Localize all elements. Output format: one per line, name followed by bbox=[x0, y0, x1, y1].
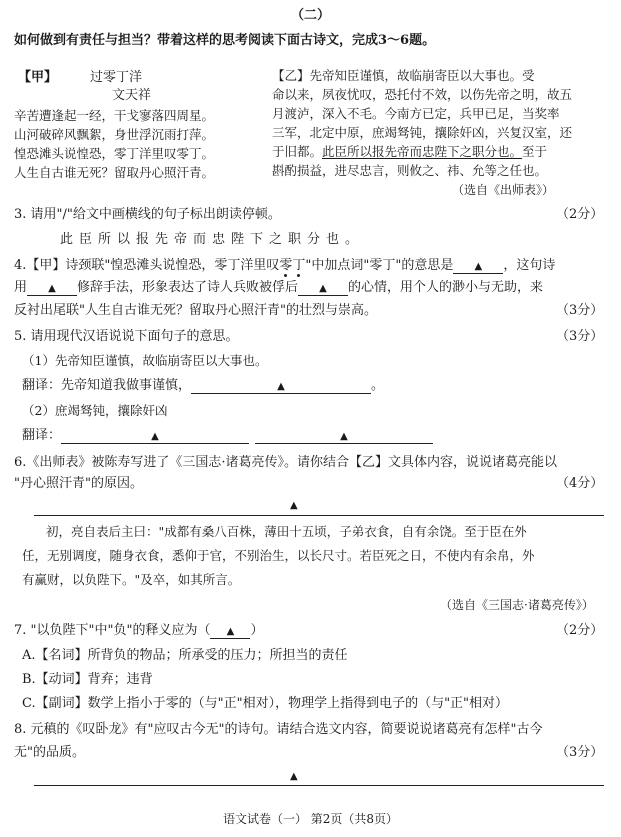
q4-text: 4.【甲】诗颈联"惶恐滩头说惶恐，零丁洋里叹 bbox=[14, 258, 280, 273]
prose-line: 斟酌损益，进尽忠言，则攸之、祎、允等之任也。 bbox=[272, 163, 548, 178]
triangle-marker: ▲ bbox=[151, 431, 159, 442]
q4-line-2 bbox=[14, 280, 543, 296]
poem-line: 惶恐滩头说惶恐，零丁洋里叹零丁。 bbox=[14, 146, 215, 161]
translation-label: 翻译： bbox=[22, 428, 62, 443]
underlined-sentence: 此臣所以报先帝而忠陛下之职分也。 bbox=[322, 144, 523, 159]
passage-line: 任，无别调度，随身衣食，悉仰于官，不别治生，以长尺寸。若臣死之日，不使内有余帛，外 bbox=[22, 548, 535, 563]
answer-line[interactable] bbox=[34, 785, 604, 786]
poem-line: 山河破碎风飘絮，身世浮沉雨打萍。 bbox=[14, 127, 215, 142]
q4-text: 修辞手法，形象表达了诗人兵败被俘后 bbox=[77, 280, 299, 295]
answer-blank[interactable] bbox=[255, 429, 433, 444]
prose-line-start: 于旧都。 bbox=[272, 144, 323, 159]
prose-line: 命以来，夙夜忧叹，恐托付不效，以伤先帝之明，故五 bbox=[272, 87, 573, 102]
passage-line: 初，亮自表后主曰："成都有桑八百株，薄田十五顷，子弟衣食，自有余饶。至于臣在外 bbox=[46, 524, 527, 539]
poem-line: 辛苦遭逢起一经，干戈寥落四周星。 bbox=[14, 108, 215, 123]
passage-line: 有赢财，以负陛下。"及卒，如其所言。 bbox=[22, 572, 241, 587]
q3-score: （2分） bbox=[556, 207, 604, 222]
translation-label: 翻译：先帝知道我做事谨慎， bbox=[22, 378, 192, 393]
dotted-char: 丁 bbox=[292, 258, 306, 273]
poem-author: 文天祥 bbox=[112, 88, 152, 103]
q7-score: （2分） bbox=[556, 623, 604, 638]
poem-tag: 【甲】 bbox=[18, 70, 58, 85]
period: 。 bbox=[371, 378, 385, 393]
triangle-marker: ▲ bbox=[290, 771, 298, 782]
q8-line-2: 无"的品质。 bbox=[14, 745, 85, 760]
q7-option-a[interactable]: A.【名词】所背负的物品；所承受的压力；所担当的责任 bbox=[22, 648, 348, 663]
page-footer: 语文试卷（一） 第2页（共8页） bbox=[222, 812, 399, 826]
q7-option-c[interactable]: C.【副词】数学上指小于零的（与"正"相对），物理学上指得到电子的（与"正"相对） bbox=[22, 696, 509, 711]
q4-text: 用 bbox=[14, 280, 28, 295]
prose-line bbox=[272, 144, 547, 159]
poem-line: 人生自古谁无死？留取丹心照汗青。 bbox=[14, 165, 215, 180]
passage-source: （选自《三国志·诸葛亮传》） bbox=[440, 598, 594, 612]
q5-score: （3分） bbox=[556, 329, 604, 344]
q4-line-1 bbox=[14, 258, 555, 274]
prose-line: 三军，北定中原，庶竭驽钝，攘除奸凶，兴复汉室，还 bbox=[272, 125, 573, 140]
prose-line: 月渡泸，深入不毛。今南方已定，兵甲已足，当奖率 bbox=[272, 106, 560, 121]
q7-text bbox=[14, 623, 263, 639]
answer-blank[interactable] bbox=[27, 281, 77, 296]
q5-text: 5. 请用现代汉语说说下面句子的意思。 bbox=[14, 329, 239, 344]
section-heading: （二） bbox=[290, 8, 330, 23]
q4-text: 的心情，用个人的渺小与无助，来 bbox=[348, 280, 544, 295]
q3-text: 3. 请用"/"给文中画横线的句子标出朗读停顿。 bbox=[14, 207, 281, 222]
q6-line-1: 6.《出师表》被陈寿写进了《三国志·诸葛亮传》。请你结合【乙】文具体内容，说说诸葛亮能以 bbox=[14, 455, 558, 470]
prose-line: 【乙】先帝知臣谨慎，故临崩寄臣以大事也。受 bbox=[272, 68, 535, 83]
q4-text: ，这句诗 bbox=[503, 258, 556, 273]
answer-blank[interactable] bbox=[210, 624, 250, 639]
q5-translation-1 bbox=[22, 378, 384, 394]
dotted-char: 零 bbox=[279, 258, 293, 273]
triangle-marker: ▲ bbox=[48, 283, 56, 294]
triangle-marker: ▲ bbox=[277, 381, 285, 392]
poem-title: 过零丁洋 bbox=[90, 70, 143, 85]
q8-score: （3分） bbox=[556, 745, 604, 760]
triangle-marker: ▲ bbox=[319, 283, 327, 294]
triangle-marker: ▲ bbox=[474, 261, 483, 272]
q3-sentence: 此臣所以报先帝而忠陛下之职分也。 bbox=[60, 232, 365, 247]
q6-line-2: "丹心照汗青"的原因。 bbox=[14, 476, 143, 491]
q7-prompt-end: ） bbox=[250, 623, 264, 638]
prose-line-end: 至于 bbox=[522, 144, 548, 159]
triangle-marker: ▲ bbox=[340, 431, 348, 442]
q7-option-b[interactable]: B.【动词】背弃；违背 bbox=[22, 672, 153, 687]
answer-blank[interactable] bbox=[191, 379, 371, 394]
prose-source: （选自《出师表》） bbox=[452, 183, 555, 197]
answer-line[interactable] bbox=[34, 515, 604, 516]
q7-prompt: 7. "以负陛下"中"负"的释义应为（ bbox=[14, 623, 211, 638]
answer-blank[interactable] bbox=[298, 281, 348, 296]
q4-line-3: 反衬出尾联"人生自古谁无死？留取丹心照汗青"的壮烈与崇高。 bbox=[14, 303, 377, 318]
q4-score: （3分） bbox=[556, 303, 604, 318]
q5-translation-2 bbox=[22, 428, 433, 444]
q4-text: "中加点词"零丁"的意思是 bbox=[305, 258, 454, 273]
answer-blank[interactable] bbox=[453, 259, 503, 274]
q5-sub-1: （1）先帝知臣谨慎，故临崩寄臣以大事也。 bbox=[22, 353, 268, 368]
intro-instruction: 如何做到有责任与担当？带着这样的思考阅读下面古诗文，完成3～6题。 bbox=[14, 33, 436, 48]
answer-blank[interactable] bbox=[61, 429, 249, 444]
triangle-marker: ▲ bbox=[226, 626, 235, 637]
q6-score: （4分） bbox=[556, 476, 604, 491]
q5-sub-2: （2）庶竭驽钝，攘除奸凶 bbox=[22, 403, 168, 418]
triangle-marker: ▲ bbox=[290, 500, 298, 511]
q8-line-1: 8. 元稹的《叹卧龙》有"应叹古今无"的诗句。请结合选文内容，简要说说诸葛亮有怎样"古今 bbox=[14, 722, 543, 737]
